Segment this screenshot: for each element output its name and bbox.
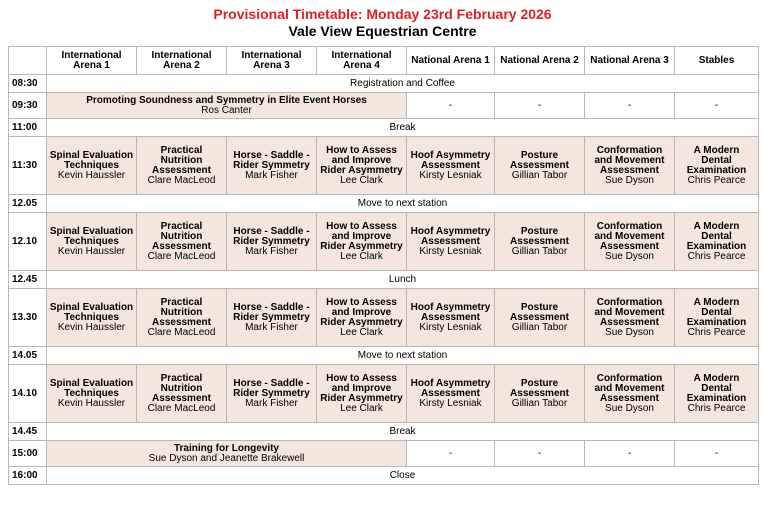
time-cell: 16:00 <box>9 467 47 485</box>
empty-cell: - <box>407 93 495 119</box>
station-cell <box>407 213 495 271</box>
column-header: International Arena 3 <box>227 47 317 75</box>
session-title: How to Assess and Improve Rider Asymmetry <box>320 220 403 252</box>
empty-cell: - <box>585 441 675 467</box>
station-cell <box>585 365 675 423</box>
session-title: How to Assess and Improve Rider Asymmetry <box>320 296 403 328</box>
session-title: Horse - Saddle - Rider Symmetry <box>233 377 310 399</box>
speaker-name: Kevin Haussler <box>57 321 126 333</box>
station-cell <box>495 137 585 195</box>
speaker-name: Sue Dyson <box>605 174 654 186</box>
time-cell: 09:30 <box>9 93 47 119</box>
speaker-name: Mark Fisher <box>245 321 298 333</box>
speaker-name: Gillian Tabor <box>511 245 568 257</box>
time-cell: 13.30 <box>9 289 47 347</box>
empty-cell: - <box>495 93 585 119</box>
empty-cell: - <box>585 93 675 119</box>
session-title: Spinal Evaluation Techniques <box>49 377 134 399</box>
speaker-name: Kevin Haussler <box>57 397 126 409</box>
table-row <box>9 271 759 289</box>
station-cell <box>47 213 137 271</box>
station-row <box>9 137 759 195</box>
session-title: Practical Nutrition Assessment <box>152 220 211 252</box>
column-header: National Arena 1 <box>407 47 495 75</box>
station-cell <box>585 213 675 271</box>
speaker-name: Lee Clark <box>340 250 383 262</box>
event-cell: Move to next station <box>47 195 759 213</box>
station-cell <box>137 289 227 347</box>
time-cell: 11:30 <box>9 137 47 195</box>
plenary-cell <box>47 93 407 119</box>
speaker-name: Sue Dyson <box>605 250 654 262</box>
speaker-name: Kirsty Lesniak <box>419 245 482 257</box>
column-header: International Arena 2 <box>137 47 227 75</box>
plenary-cell <box>47 441 407 467</box>
station-cell <box>227 213 317 271</box>
session-title: Hoof Asymmetry Assessment <box>410 225 491 247</box>
page-title: Provisional Timetable: Monday 23rd February 2026 <box>213 6 552 22</box>
station-cell <box>47 289 137 347</box>
speaker-name: Lee Clark <box>340 402 383 414</box>
time-cell: 14.05 <box>9 347 47 365</box>
session-title: Practical Nutrition Assessment <box>152 296 211 328</box>
time-cell: 12.05 <box>9 195 47 213</box>
station-cell <box>675 365 759 423</box>
session-title: Horse - Saddle - Rider Symmetry <box>233 225 310 247</box>
speaker-name: Chris Pearce <box>687 402 746 414</box>
session-title: Hoof Asymmetry Assessment <box>410 301 491 323</box>
session-title: A Modern Dental Examination <box>686 372 747 404</box>
session-title: How to Assess and Improve Rider Asymmetry <box>320 144 403 176</box>
station-cell <box>227 365 317 423</box>
speaker-name: Kirsty Lesniak <box>419 397 482 409</box>
speaker-name: Mark Fisher <box>245 245 298 257</box>
station-cell <box>675 289 759 347</box>
speaker-name: Gillian Tabor <box>511 321 568 333</box>
time-cell: 12.45 <box>9 271 47 289</box>
session-title: Training for Longevity <box>173 442 279 454</box>
event-cell: Registration and Coffee <box>47 75 759 93</box>
session-title: Promoting Soundness and Symmetry in Elite Event Horses <box>86 94 367 106</box>
session-title: Posture Assessment <box>510 301 569 323</box>
event-cell: Break <box>47 119 759 137</box>
speaker-name: Kevin Haussler <box>57 245 126 257</box>
session-title: Posture Assessment <box>510 225 569 247</box>
speaker-name: Clare MacLeod <box>147 174 216 186</box>
station-cell <box>317 365 407 423</box>
table-row <box>9 119 759 137</box>
session-title: Practical Nutrition Assessment <box>152 372 211 404</box>
table-row <box>9 423 759 441</box>
speaker-name: Clare MacLeod <box>147 250 216 262</box>
table-row <box>9 75 759 93</box>
session-title: Conformation and Movement Assessment <box>594 296 665 328</box>
station-cell <box>47 365 137 423</box>
column-header: International Arena 4 <box>317 47 407 75</box>
station-cell <box>317 137 407 195</box>
time-cell: 14.45 <box>9 423 47 441</box>
session-title: A Modern Dental Examination <box>686 144 747 176</box>
session-title: Hoof Asymmetry Assessment <box>410 149 491 171</box>
speaker-name: Kirsty Lesniak <box>419 169 482 181</box>
station-cell <box>407 289 495 347</box>
column-header: International Arena 1 <box>47 47 137 75</box>
time-cell: 15:00 <box>9 441 47 467</box>
table-row <box>9 347 759 365</box>
station-cell <box>675 137 759 195</box>
station-row <box>9 289 759 347</box>
station-cell <box>585 137 675 195</box>
station-cell <box>317 289 407 347</box>
empty-cell: - <box>407 441 495 467</box>
venue-subtitle: Vale View Equestrian Centre <box>288 23 477 39</box>
station-cell <box>137 365 227 423</box>
station-cell <box>137 213 227 271</box>
speaker-name: Mark Fisher <box>245 397 298 409</box>
station-cell <box>227 137 317 195</box>
speaker-name: Clare MacLeod <box>147 326 216 338</box>
speaker-name: Ros Canter <box>201 104 252 116</box>
event-cell: Lunch <box>47 271 759 289</box>
speaker-name: Sue Dyson <box>605 326 654 338</box>
time-cell: 14.10 <box>9 365 47 423</box>
station-row <box>9 213 759 271</box>
station-row <box>9 365 759 423</box>
station-cell <box>47 137 137 195</box>
empty-cell: - <box>675 441 759 467</box>
column-header: National Arena 3 <box>585 47 675 75</box>
station-cell <box>407 365 495 423</box>
session-title: Spinal Evaluation Techniques <box>49 225 134 247</box>
session-title: Conformation and Movement Assessment <box>594 372 665 404</box>
session-title: Posture Assessment <box>510 377 569 399</box>
column-header: Stables <box>675 47 759 75</box>
station-cell <box>495 289 585 347</box>
station-cell <box>227 289 317 347</box>
speaker-name: Lee Clark <box>340 326 383 338</box>
speaker-name: Clare MacLeod <box>147 402 216 414</box>
station-cell <box>585 289 675 347</box>
session-title: Posture Assessment <box>510 149 569 171</box>
time-cell: 08:30 <box>9 75 47 93</box>
session-title: A Modern Dental Examination <box>686 296 747 328</box>
speaker-name: Sue Dyson and Jeanette Brakewell <box>148 452 305 464</box>
station-cell <box>407 137 495 195</box>
table-row <box>9 93 759 119</box>
timetable <box>8 46 759 485</box>
time-cell: 12.10 <box>9 213 47 271</box>
event-cell: Move to next station <box>47 347 759 365</box>
speaker-name: Chris Pearce <box>687 326 746 338</box>
station-cell <box>495 213 585 271</box>
station-cell <box>137 137 227 195</box>
speaker-name: Gillian Tabor <box>511 169 568 181</box>
time-header <box>9 47 47 75</box>
table-row <box>9 441 759 467</box>
session-title: Spinal Evaluation Techniques <box>49 149 134 171</box>
session-title: Conformation and Movement Assessment <box>594 144 665 176</box>
station-cell <box>317 213 407 271</box>
session-title: A Modern Dental Examination <box>686 220 747 252</box>
session-title: Horse - Saddle - Rider Symmetry <box>233 301 310 323</box>
speaker-name: Sue Dyson <box>605 402 654 414</box>
column-header: National Arena 2 <box>495 47 585 75</box>
session-title: Practical Nutrition Assessment <box>152 144 211 176</box>
session-title: Horse - Saddle - Rider Symmetry <box>233 149 310 171</box>
time-cell: 11:00 <box>9 119 47 137</box>
header-row <box>9 47 759 75</box>
speaker-name: Mark Fisher <box>245 169 298 181</box>
speaker-name: Lee Clark <box>340 174 383 186</box>
station-cell <box>495 365 585 423</box>
session-title: Spinal Evaluation Techniques <box>49 301 134 323</box>
table-row <box>9 195 759 213</box>
speaker-name: Kirsty Lesniak <box>419 321 482 333</box>
event-cell: Close <box>47 467 759 485</box>
session-title: Hoof Asymmetry Assessment <box>410 377 491 399</box>
table-row <box>9 467 759 485</box>
speaker-name: Chris Pearce <box>687 250 746 262</box>
speaker-name: Chris Pearce <box>687 174 746 186</box>
empty-cell: - <box>495 441 585 467</box>
empty-cell: - <box>675 93 759 119</box>
speaker-name: Kevin Haussler <box>57 169 126 181</box>
session-title: Conformation and Movement Assessment <box>594 220 665 252</box>
speaker-name: Gillian Tabor <box>511 397 568 409</box>
session-title: How to Assess and Improve Rider Asymmetry <box>320 372 403 404</box>
event-cell: Break <box>47 423 759 441</box>
station-cell <box>675 213 759 271</box>
